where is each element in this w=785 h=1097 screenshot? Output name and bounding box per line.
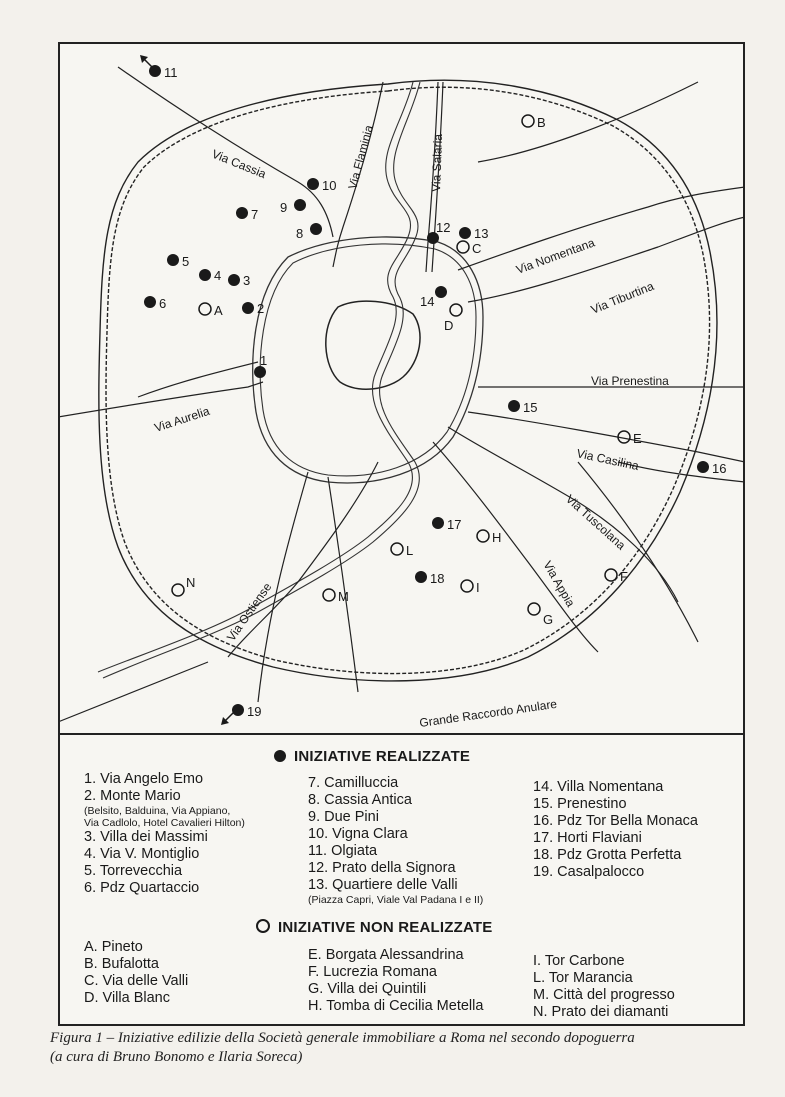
legend-item: I. Tor Carbone <box>533 953 625 969</box>
not-realized-heading: INIZIATIVE NON REALIZZATE <box>256 919 492 936</box>
legend-item: 13. Quartiere delle Valli <box>308 877 458 893</box>
svg-text:D: D <box>444 318 454 333</box>
svg-text:E: E <box>633 431 642 446</box>
marker-14 <box>420 286 447 309</box>
legend <box>58 735 745 1026</box>
filled-dot-icon <box>274 750 286 762</box>
legend-item: H. Tomba di Cecilia Metella <box>308 998 484 1014</box>
svg-text:9: 9 <box>280 200 288 215</box>
marker-17 <box>432 517 461 532</box>
marker-5 <box>167 254 189 269</box>
svg-text:7: 7 <box>251 207 259 222</box>
legend-item: N. Prato dei diamanti <box>533 1004 669 1020</box>
legend-item: 19. Casalpalocco <box>533 864 645 880</box>
legend-item: L. Tor Marancia <box>533 970 633 986</box>
label-via-nomentana: Via Nomentana <box>514 235 597 277</box>
marker-16 <box>697 461 726 476</box>
marker-8 <box>296 223 322 241</box>
marker-12 <box>427 220 450 244</box>
label-via-prenestina: Via Prenestina <box>591 374 669 388</box>
marker-6 <box>144 296 166 311</box>
svg-text:F: F <box>620 569 628 584</box>
marker-C <box>457 241 481 256</box>
legend-item: E. Borgata Alessandrina <box>308 947 464 963</box>
legend-subitem: (Piazza Capri, Viale Val Padana I e II) <box>308 894 484 906</box>
svg-text:H: H <box>492 530 502 545</box>
svg-text:17: 17 <box>447 517 462 532</box>
marker-10 <box>307 178 336 193</box>
legend-item: A. Pineto <box>84 939 143 955</box>
svg-text:C: C <box>472 241 482 256</box>
legend-item: 17. Horti Flaviani <box>533 830 642 846</box>
label-via-flaminia: Via Flaminia <box>345 123 376 191</box>
legend-subitem: (Belsito, Balduina, Via Appiano, <box>84 805 231 817</box>
legend-item: D. Villa Blanc <box>84 990 170 1006</box>
legend-item: 10. Vigna Clara <box>308 826 408 842</box>
figure-caption <box>50 1029 770 1067</box>
legend-item: 1. Via Angelo Emo <box>84 771 204 787</box>
label-via-cassia: Via Cassia <box>209 146 269 182</box>
legend-item: 2. Monte Mario <box>84 788 181 804</box>
svg-text:13: 13 <box>474 226 489 241</box>
realized-col-1 <box>84 771 245 897</box>
svg-text:M: M <box>338 589 349 604</box>
marker-I <box>461 580 480 595</box>
legend-item: 16. Pdz Tor Bella Monaca <box>533 813 698 829</box>
svg-text:6: 6 <box>159 296 167 311</box>
hollow-dot-icon <box>256 919 270 933</box>
marker-18 <box>415 571 444 586</box>
legend-item: G. Villa dei Quintili <box>308 981 427 997</box>
city-center <box>326 301 420 389</box>
svg-text:14: 14 <box>420 294 435 309</box>
marker-A <box>199 303 223 318</box>
marker-F <box>605 569 628 584</box>
legend-item: 18. Pdz Grotta Perfetta <box>533 847 682 863</box>
svg-text:B: B <box>537 115 546 130</box>
label-via-casilina: Via Casilina <box>575 446 641 474</box>
svg-text:3: 3 <box>243 273 251 288</box>
svg-text:12: 12 <box>436 220 451 235</box>
legend-item: B. Bufalotta <box>84 956 159 972</box>
marker-11 <box>149 65 178 80</box>
label-via-appia: Via Appia <box>540 558 578 610</box>
not-realized-col-1 <box>84 939 188 1007</box>
realized-heading: INIZIATIVE REALIZZATE <box>274 748 470 765</box>
legend-item: 4. Via V. Montiglio <box>84 846 200 862</box>
marker-9 <box>280 199 306 215</box>
label-gra: Grande Raccordo Anulare <box>418 696 558 730</box>
legend-item: 8. Cassia Antica <box>308 792 412 808</box>
realized-col-3 <box>533 779 698 881</box>
legend-item: 7. Camilluccia <box>308 775 399 791</box>
legend-item: C. Via delle Valli <box>84 973 189 989</box>
marker-2 <box>242 301 264 316</box>
legend-item: 6. Pdz Quartaccio <box>84 880 200 896</box>
label-via-aurelia: Via Aurelia <box>152 403 212 435</box>
svg-text:2: 2 <box>257 301 265 316</box>
not-realized-col-3 <box>533 953 675 1021</box>
caption-line-1: Figura 1 – Iniziative edilizie della Società generale immobiliare a Roma nel secondo dopoguerra <box>50 1030 635 1046</box>
label-via-tiburtina: Via Tiburtina <box>588 278 656 317</box>
svg-text:15: 15 <box>523 400 538 415</box>
marker-L <box>391 543 413 558</box>
legend-item: 5. Torrevecchia <box>84 863 183 879</box>
marker-15 <box>508 400 537 415</box>
legend-subitem: Via Cadlolo, Hotel Cavalieri Hilton) <box>84 817 245 829</box>
svg-text:G: G <box>543 612 554 627</box>
marker-7 <box>236 207 258 222</box>
legend-item: 9. Due Pini <box>308 809 379 825</box>
marker-19 <box>232 704 261 719</box>
svg-text:18: 18 <box>430 571 445 586</box>
caption-line-2: (a cura di Bruno Bonomo e Ilaria Soreca) <box>50 1049 303 1065</box>
legend-item: 11. Olgiata <box>308 843 378 859</box>
arrow-19 <box>221 712 234 725</box>
marker-3 <box>228 273 250 288</box>
svg-text:8: 8 <box>296 226 304 241</box>
marker-M <box>323 589 349 604</box>
svg-text:L: L <box>406 543 414 558</box>
marker-4 <box>199 268 221 283</box>
svg-text:10: 10 <box>322 178 337 193</box>
svg-text:1: 1 <box>260 353 268 368</box>
svg-text:19: 19 <box>247 704 262 719</box>
marker-H <box>477 530 501 545</box>
label-via-tuscolana: Via Tuscolana <box>562 491 629 553</box>
svg-text:11: 11 <box>164 65 178 80</box>
svg-text:I: I <box>476 580 480 595</box>
radial-roads <box>58 67 745 722</box>
not-realized-markers <box>172 115 642 627</box>
legend-item: M. Città del progresso <box>533 987 675 1003</box>
road-labels <box>153 123 670 730</box>
rome-map <box>58 42 745 735</box>
legend-item: 12. Prato della Signora <box>308 860 456 876</box>
legend-item: 14. Villa Nomentana <box>533 779 664 795</box>
svg-text:16: 16 <box>712 461 727 476</box>
svg-text:N: N <box>186 575 196 590</box>
marker-G <box>528 603 553 627</box>
marker-E <box>618 431 642 446</box>
marker-B <box>522 115 546 130</box>
svg-text:5: 5 <box>182 254 190 269</box>
svg-text:A: A <box>214 303 223 318</box>
legend-item: 15. Prenestino <box>533 796 627 812</box>
not-realized-col-2 <box>308 947 483 1015</box>
svg-text:4: 4 <box>214 268 222 283</box>
marker-13 <box>459 226 488 241</box>
legend-item: 3. Villa dei Massimi <box>84 829 208 845</box>
marker-D <box>444 304 462 333</box>
marker-N <box>172 575 195 596</box>
marker-1 <box>254 353 267 378</box>
label-via-salaria: Via Salaria <box>429 133 446 193</box>
realized-col-2 <box>308 775 483 906</box>
label-via-ostiense: Via Ostiense <box>223 580 275 644</box>
legend-item: F. Lucrezia Romana <box>308 964 437 980</box>
inner-ring <box>253 237 483 483</box>
